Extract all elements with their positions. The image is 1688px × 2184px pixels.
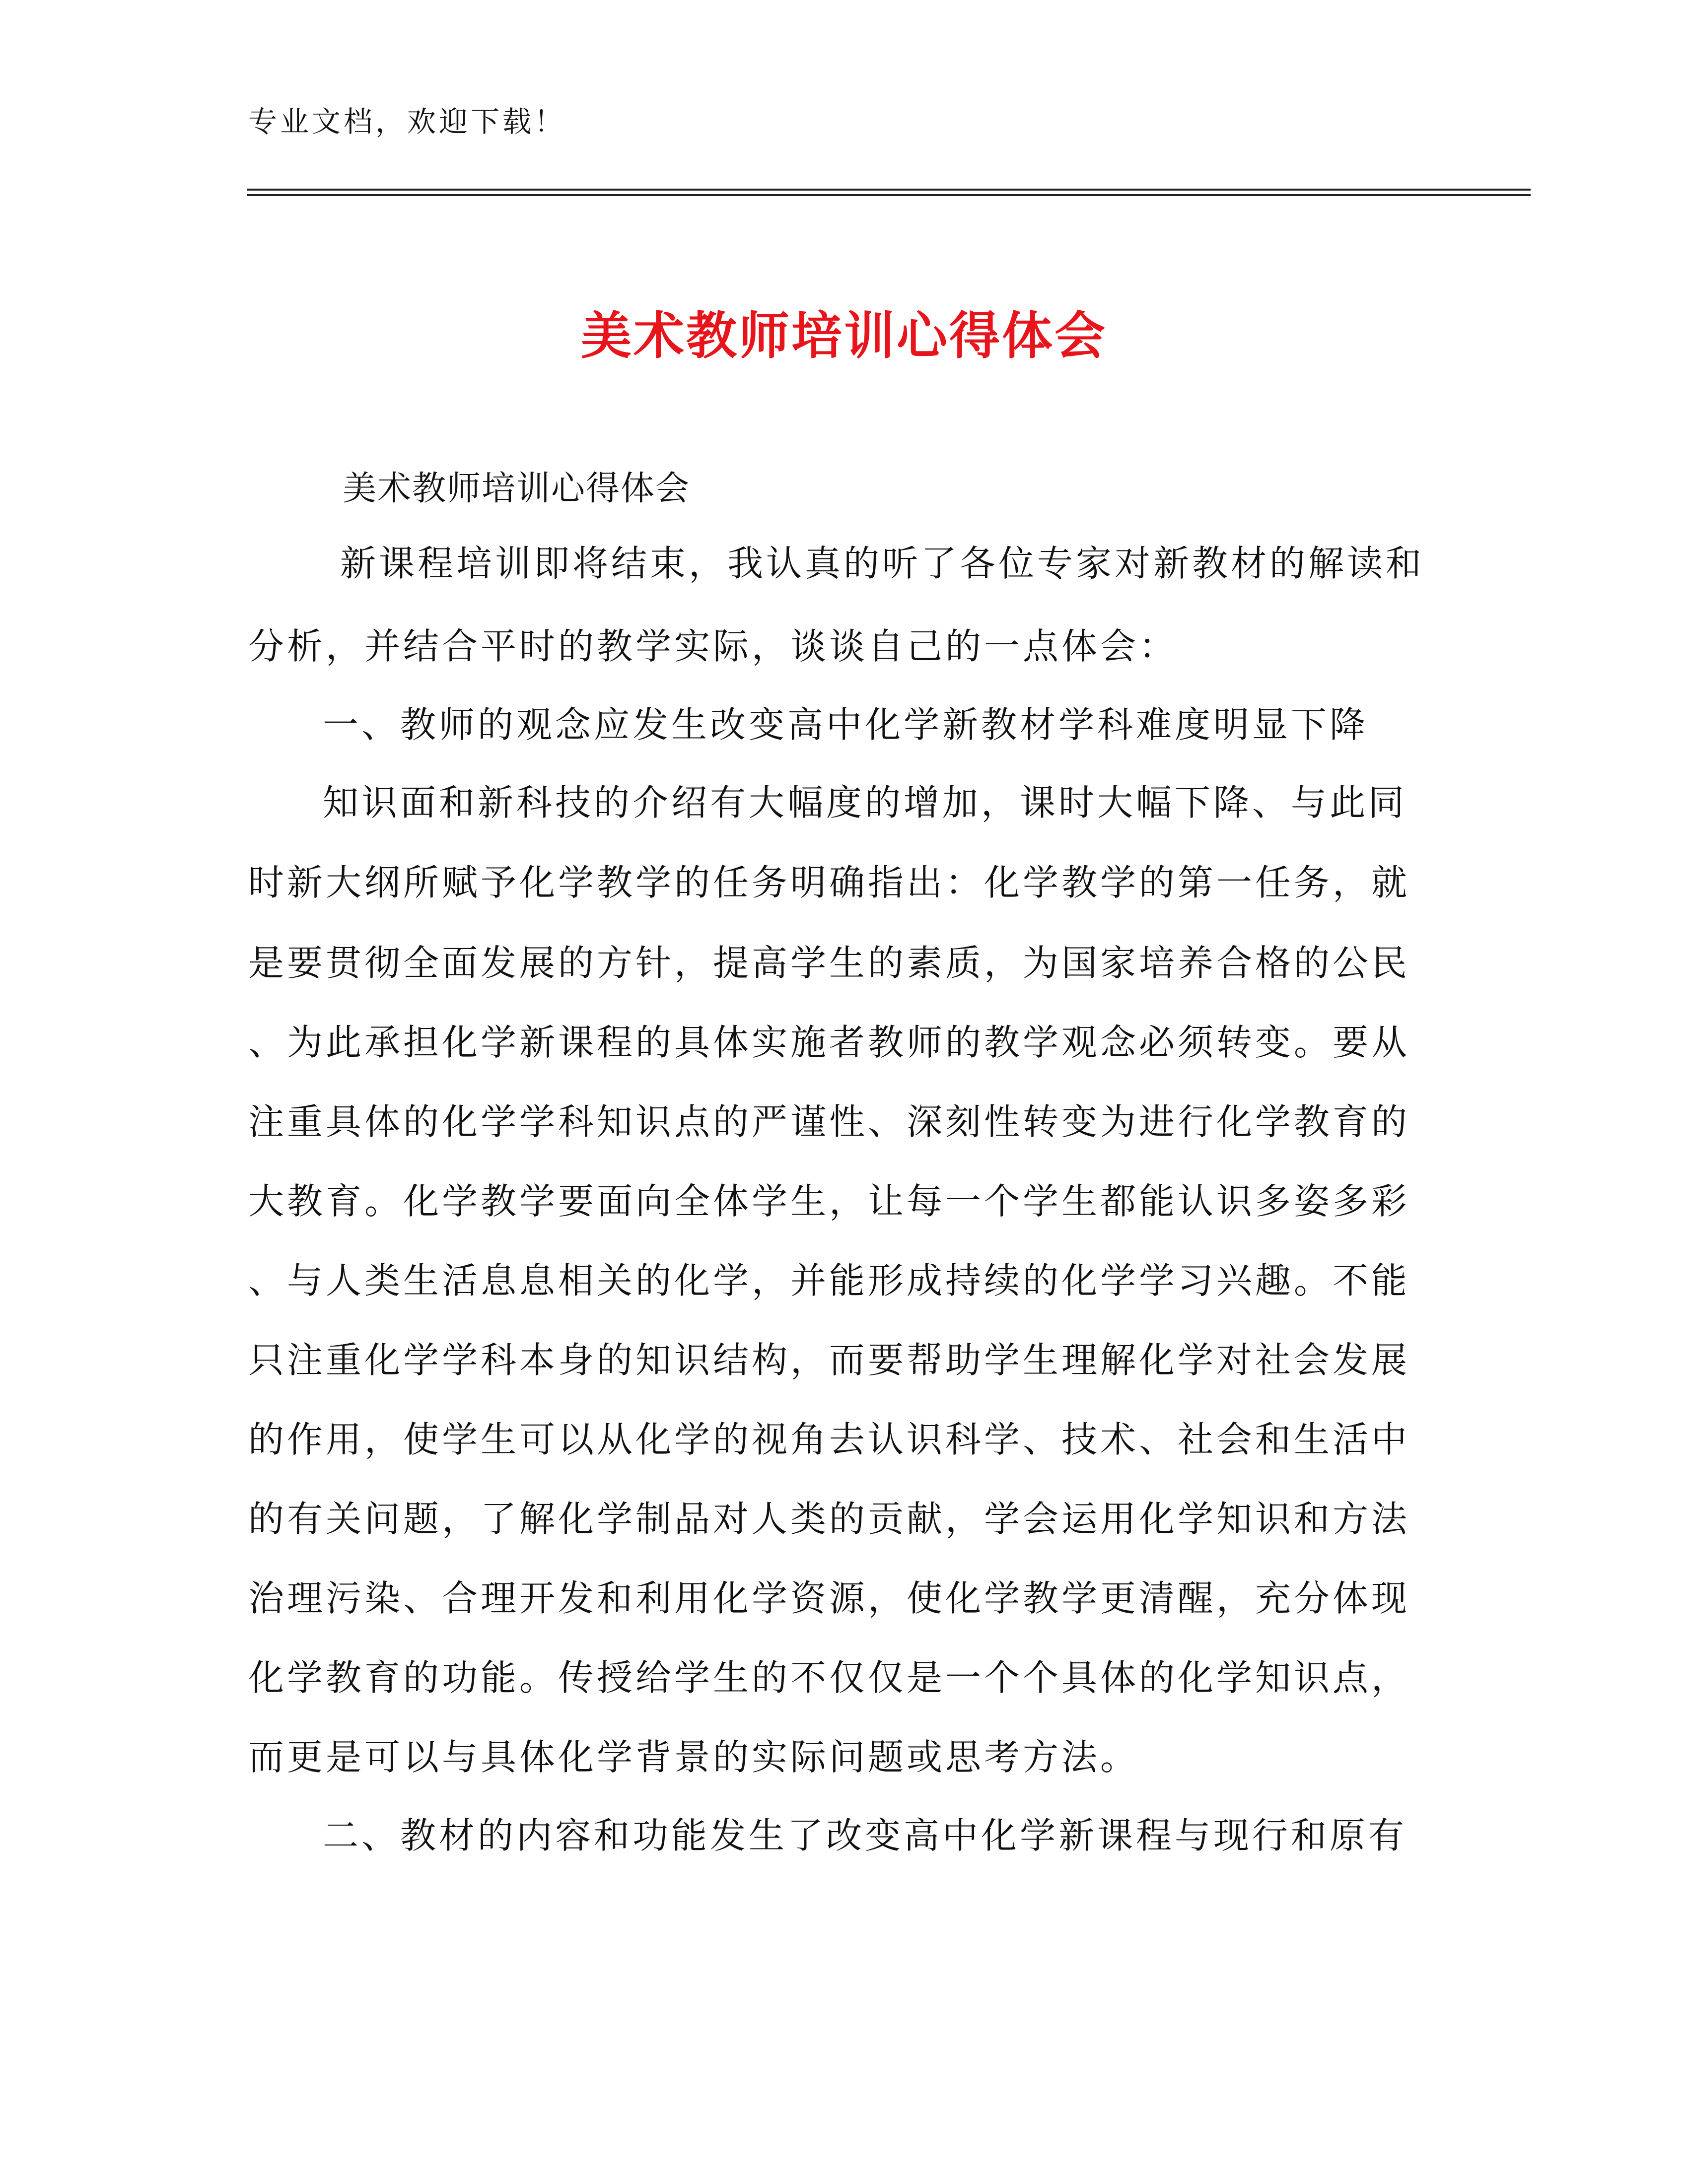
body-line: 分析，并结合平时的教学实际，谈谈自己的一点体会： [248, 625, 1178, 667]
body-line: 化学教育的功能。传授给学生的不仅仅是一个个具体的化学知识点， [248, 1657, 1410, 1699]
body-line: 时新大纲所赋予化学教学的任务明确指出：化学教学的第一任务，就 [248, 862, 1410, 903]
document-title: 美术教师培训心得体会 [581, 307, 1107, 366]
body-line: 、与人类生活息息相关的化学，并能形成持续的化学学习兴趣。不能 [248, 1260, 1410, 1301]
body-line: 的有关问题，了解化学制品对人类的贡献，学会运用化学知识和方法 [248, 1498, 1410, 1540]
body-line: 一、教师的观念应发生改变高中化学新教材学科难度明显下降 [323, 704, 1369, 746]
body-line: 新课程培训即将结束，我认真的听了各位专家对新教材的解读和 [340, 543, 1425, 584]
header-rule-bottom [247, 194, 1531, 196]
body-line: 注重具体的化学学科知识点的严谨性、深刻性转变为进行化学教育的 [248, 1101, 1410, 1143]
body-line: 的作用，使学生可以从化学的视角去认识科学、技术、社会和生活中 [248, 1419, 1410, 1460]
header-rule-top [247, 189, 1531, 191]
page-header-text: 专业文档，欢迎下载！ [248, 105, 566, 138]
body-line: 是要贯彻全面发展的方针，提高学生的素质，为国家培养合格的公民 [248, 942, 1410, 984]
body-line: 知识面和新科技的介绍有大幅度的增加，课时大幅下降、与此同 [323, 782, 1407, 823]
document-subtitle: 美术教师培训心得体会 [343, 469, 691, 508]
body-line: 二、教材的内容和功能发生了改变高中化学新课程与现行和原有 [323, 1815, 1407, 1856]
body-line: 只注重化学学科本身的知识结构，而要帮助学生理解化学对社会发展 [248, 1339, 1410, 1381]
body-line: 治理污染、合理开发和利用化学资源，使化学教学更清醒，充分体现 [248, 1577, 1410, 1619]
body-line: 而更是可以与具体化学背景的实际问题或思考方法。 [248, 1736, 1139, 1778]
body-line: 大教育。化学教学要面向全体学生，让每一个学生都能认识多姿多彩 [248, 1180, 1410, 1222]
body-line: 、为此承担化学新课程的具体实施者教师的教学观念必须转变。要从 [248, 1022, 1410, 1063]
